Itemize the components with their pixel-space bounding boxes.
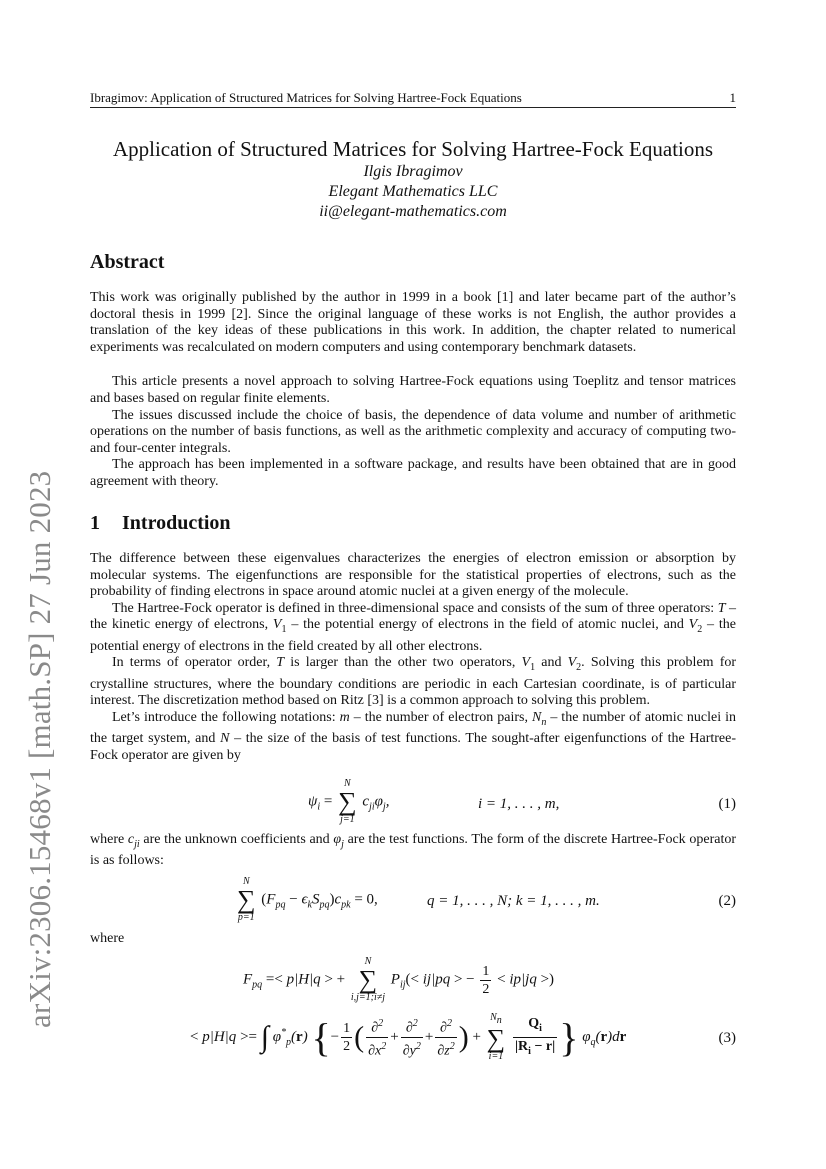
email: ii@elegant-mathematics.com bbox=[319, 203, 507, 220]
intro-paragraph-4: Let’s introduce the following notations: m – the number of electron pairs, $N_n$ – the number of atomic nuclei in the target system, and N – the size of the basis of test functions. The sought-after eigenfunctions of the Hartree-Fock operator are given by bbox=[90, 709, 737, 763]
running-header-text: Ibragimov: Application of Structured Matrices for Solving Hartree-Fock Equations bbox=[90, 90, 522, 105]
equation-3-number: (3) bbox=[718, 1030, 736, 1046]
intro-paragraph-6: where bbox=[90, 931, 125, 946]
equation-1-number: (1) bbox=[718, 796, 736, 812]
intro-paragraph-1: The difference between these eigenvalues characterizes the energies of electron emission or absorption by molecular systems. The eigenfunctions are responsible for the statistical properties of electrons, such as the probability of finding electrons in space around atomic nuclei at a given energy of the molecule. bbox=[90, 551, 736, 600]
equation-2: N ∑ p=1 $(F_{pq} - \epsilon_kS_{pq})c_{pk} = 0$, q = 1, . . . , N; k = 1, . . . , m. (2) bbox=[237, 876, 736, 923]
affiliation: Elegant Mathematics LLC bbox=[328, 183, 498, 200]
section-number: 1 bbox=[90, 512, 100, 534]
after-eq1-text bbox=[90, 832, 736, 870]
introduction-body bbox=[90, 551, 736, 765]
equation-fock-matrix: $F_{pq} =< p|H|q$ > + N ∑ i,j=1;i≠j $P_{ij}(< ij|pq$ > − $\frac{1}{2}$ < ip|jq >) bbox=[243, 956, 555, 1003]
page-number: 1 bbox=[729, 90, 736, 105]
equation-2-range: q = 1, . . . , N; k = 1, . . . , m. bbox=[427, 893, 600, 909]
equation-3: < p|H|q >= ∫ $\varphi^*_p(r)$ {− $\frac{1}{2}$ ( $\frac{\partial^2}{\partial x^2}$ + $\frac{\partial^2}{\partial y^2}$ + $\frac{\partial^2}{\partial z^2}$ ) + $N_n$ ∑ i=1 $\frac{Q_i}{|R_i - r|}$ } $\varphi_q(r)dr$ (3) bbox=[190, 1012, 736, 1062]
intro-paragraph-2: The Hartree-Fock operator is defined in three-dimensional space and consists of the sum of three operators: T – the kinetic energy of electrons, $V_1$ – the potential energy of electrons in the field of atomic nuclei, and $V_2$ – the potential energy of electrons in the field created by all other electrons. bbox=[90, 600, 737, 654]
abstract-body bbox=[90, 290, 736, 491]
equation-1: $\psi_i$ = N ∑ j=1 $c_{ji}\varphi_j$, i = 1, . . . , m, (1) bbox=[308, 778, 736, 825]
abstract-paragraph-1: This work was originally published by the author in 1999 in a book [1] and later became part of the author’s doctoral thesis in 1999 [2]. Since the original language of these works is not English, the author provides a translation of the key ideas of these publications in this work. In addition, the chapter related to numerical experiments was recalculated on modern computers and using contemporary benchmark datasets. bbox=[90, 290, 736, 355]
abstract-heading: Abstract bbox=[90, 251, 165, 273]
intro-paragraph-5: where $c_{ji}$ are the unknown coefficients and $\varphi_j$ are the test functions. The form of the discrete Hartree-Fock operator is as follows: bbox=[90, 832, 737, 869]
equation-2-number: (2) bbox=[718, 893, 736, 909]
arxiv-identifier: arXiv:2306.15468v1 [math.SP] 27 Jun 2023 bbox=[22, 470, 57, 1028]
title-block bbox=[90, 136, 736, 222]
abstract-paragraph-4: The approach has been implemented in a software package, and results have been obtained that are in good agreement with theory. bbox=[90, 457, 736, 489]
author-name: Ilgis Ibragimov bbox=[363, 163, 463, 180]
running-header bbox=[90, 90, 736, 108]
paper-title: Application of Structured Matrices for Solving Hartree-Fock Equations bbox=[112, 137, 714, 161]
section-title: Introduction bbox=[122, 512, 231, 534]
equation-1-range: i = 1, . . . , m, bbox=[478, 796, 560, 812]
abstract-paragraph-2: This article presents a novel approach to solving Hartree-Fock equations using Toeplitz and tensor matrices and bases based on regular finite elements. bbox=[90, 374, 736, 406]
intro-paragraph-3: In terms of operator order, T is larger than the other two operators, $V_1$ and $V_2$. Solving this problem for crystalline structures, where the boundary conditions are periodic in each Cartesian coordinate, is of particular interest. The discretization method based on Ritz [3] is a common approach to solving this problem. bbox=[90, 655, 737, 709]
abstract-paragraph-3: The issues discussed include the choice of basis, the dependence of data volume and number of arithmetic operations on the number of basis functions, as well as the arithmetic complexity and accuracy of computing two- and four-center integrals. bbox=[90, 407, 736, 456]
section-heading bbox=[90, 512, 231, 535]
where-text bbox=[90, 931, 736, 948]
